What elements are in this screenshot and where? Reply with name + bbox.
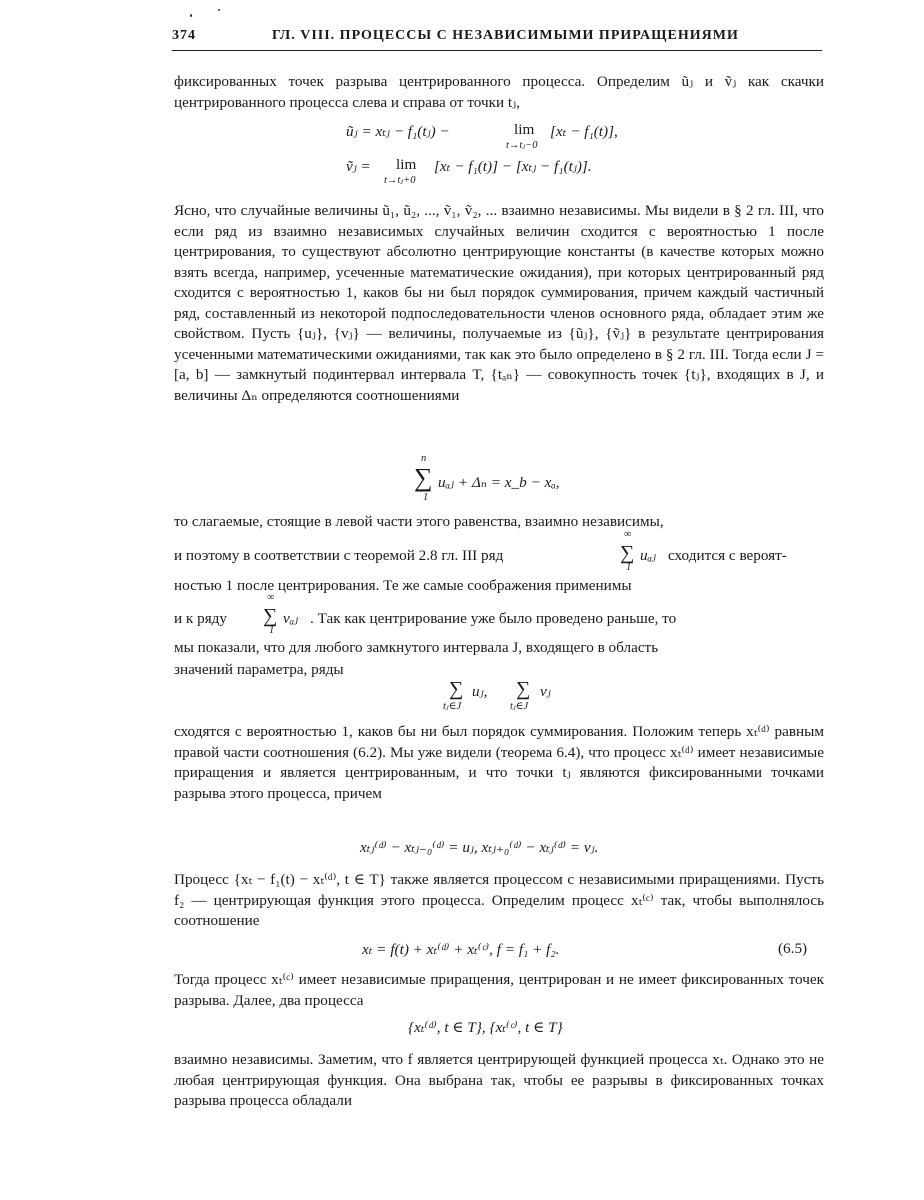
ink-speck xyxy=(190,14,192,17)
sum-sign: ∑ xyxy=(263,605,278,627)
paragraph-centering: Ясно, что случайные величины ũ₁, ũ₂, ..., ṽ₁, ṽ₂, ... взаимно независимы. Мы видели в § 2 гл. III, что если ряд из взаимно независимых случайных величин сходится с вероятностью 1 после центрирования, то существуют абсолютно центрирующие константы (в качестве которых можно взять всегда, например, усеченные математические ожидания), при которых центрированный ряд сходится с вероятностью 1, каков бы ни был порядок суммирования, причем каждый частичный ряд, составленный из некоторой подпоследовательности членов основного ряда, обладает этим же свойством. Пусть {uⱼ}, {vⱼ} — величины, получаемые из {ũⱼ}, {ṽⱼ} в результате центрирования усеченными математическими ожиданиями, так как это было определено в § 2 гл. III. Тогда если J = [a, b] — замкнутый подинтервал интервала T, {tₐₙ} — совокупность точек {tⱼ}, входящих в J, и величины Δₙ определяются соотношениями xyxy=(174,202,824,404)
inline-sum-v-term: vₐⱼ xyxy=(283,610,299,627)
paragraph-discrete-part: сходятся с вероятностью 1, каков бы ни был порядок суммирования. Положим теперь xₜ⁽ᵈ⁾ равным правой части соотношения (6.2). Мы уже видели (теорема 6.4), что процесс xₜ⁽ᵈ⁾ имеет независимые приращения и является центрированным, и что точки tⱼ являются фиксированными точками разрыва этого процесса, причем xyxy=(174,723,824,802)
sum-lower-limit: 1 xyxy=(626,562,632,573)
sum-sign: ∑ xyxy=(620,542,635,564)
sum-lower-limit: 1 xyxy=(423,492,429,503)
text-line: сходится с вероят- xyxy=(668,547,787,564)
formula-sum-relation: uₐⱼ + Δₙ = x_b − xₐ, xyxy=(438,474,560,491)
series-sub-v: tⱼ∈J xyxy=(510,701,529,712)
formula-v-def-rhs: [xₜ − f₁(t)] − [xₜⱼ − f₁(tⱼ)]. xyxy=(434,158,592,175)
series-u-term: uⱼ, xyxy=(472,683,488,700)
formula-v-def-lhs: ṽⱼ = xyxy=(346,158,371,175)
sum-sign: ∑ xyxy=(414,463,433,492)
ink-speck xyxy=(218,9,220,11)
text-line: . Так как центрирование уже было проведено раньше, то xyxy=(310,610,677,627)
formula-u-lim: lim xyxy=(514,121,535,138)
equation-number: (6.5) xyxy=(778,940,808,957)
formula-jumps: xₜⱼ⁽ᵈ⁾ − xₜⱼ₋₀⁽ᵈ⁾ = uⱼ, xₜⱼ₊₀⁽ᵈ⁾ − xₜⱼ⁽ᵈ⁾ = vⱼ. xyxy=(360,839,599,856)
running-header xyxy=(172,28,822,51)
text-line: то слагаемые, стоящие в левой части этого равенства, взаимно независимы, xyxy=(174,513,664,530)
sum-upper-infinity: ∞ xyxy=(267,592,275,603)
inline-sum-u-term: uₐⱼ xyxy=(640,547,657,564)
formula-v-lim: lim xyxy=(396,156,417,173)
series-sub-u: tⱼ∈J xyxy=(443,701,462,712)
sum-upper-limit: n xyxy=(421,453,427,464)
formula-decomposition: xₜ = f(t) + xₜ⁽ᵈ⁾ + xₜ⁽ᶜ⁾, f = f₁ + f₂. xyxy=(362,941,560,958)
sum-sign: ∑ xyxy=(449,678,464,700)
series-v-term: vⱼ xyxy=(540,683,551,700)
text-line: и поэтому в соответствии с теоремой 2.8 гл. III ряд xyxy=(174,547,504,564)
page-number: 374 xyxy=(172,28,196,43)
sum-lower-limit: 1 xyxy=(269,625,275,636)
text-line: значений параметра, ряды xyxy=(174,661,344,678)
paragraph-continuous-part: Процесс {xₜ − f₁(t) − xₜ⁽ᵈ⁾, t ∈ T} также является процессом с независимыми приращениями. Пусть f₂ — центрирующая функция этого процесса. Определим процесс xₜ⁽ᶜ⁾ так, чтобы выполнялось соотношение xyxy=(174,871,824,929)
paragraph-jumps-intro: фиксированных точек разрыва центрированного процесса. Определим ũⱼ и ṽⱼ как скачки центрированного процесса слева и справа от точки tⱼ, xyxy=(174,73,824,111)
paragraph-properties: Тогда процесс xₜ⁽ᶜ⁾ имеет независимые приращения, центрирован и не имеет фиксированных точек разрыва. Далее, два процесса xyxy=(174,971,824,1009)
formula-v-lim-sub: t→tⱼ+0 xyxy=(384,175,416,186)
text-line: и к ряду xyxy=(174,610,228,627)
formula-u-def-lhs: ũⱼ = xₜⱼ − f₁(tⱼ) − xyxy=(346,123,450,140)
formula-two-processes: {xₜ⁽ᵈ⁾, t ∈ T}, {xₜ⁽ᶜ⁾, t ∈ T} xyxy=(408,1019,563,1036)
sum-sign: ∑ xyxy=(516,678,531,700)
paragraph-centering-function: взаимно независимы. Заметим, что f является центрирующей функцией процесса xₜ. Однако это не любая центрирующая функция. Она выбрана так, чтобы ее разрывы в фиксированных точках разрыва процесса обладали xyxy=(174,1051,824,1109)
text-line: мы показали, что для любого замкнутого интервала J, входящего в область xyxy=(174,639,659,656)
formula-u-lim-sub: t→tⱼ−0 xyxy=(506,140,538,151)
text-line: ностью 1 после центрирования. Те же самые соображения применимы xyxy=(174,577,632,594)
chapter-title: ГЛ. VIII. ПРОЦЕССЫ С НЕЗАВИСИМЫМИ ПРИРАЩЕНИЯМИ xyxy=(272,28,739,43)
formula-u-def-rhs: [xₜ − f₁(t)], xyxy=(550,123,618,140)
sum-upper-infinity: ∞ xyxy=(624,529,632,540)
